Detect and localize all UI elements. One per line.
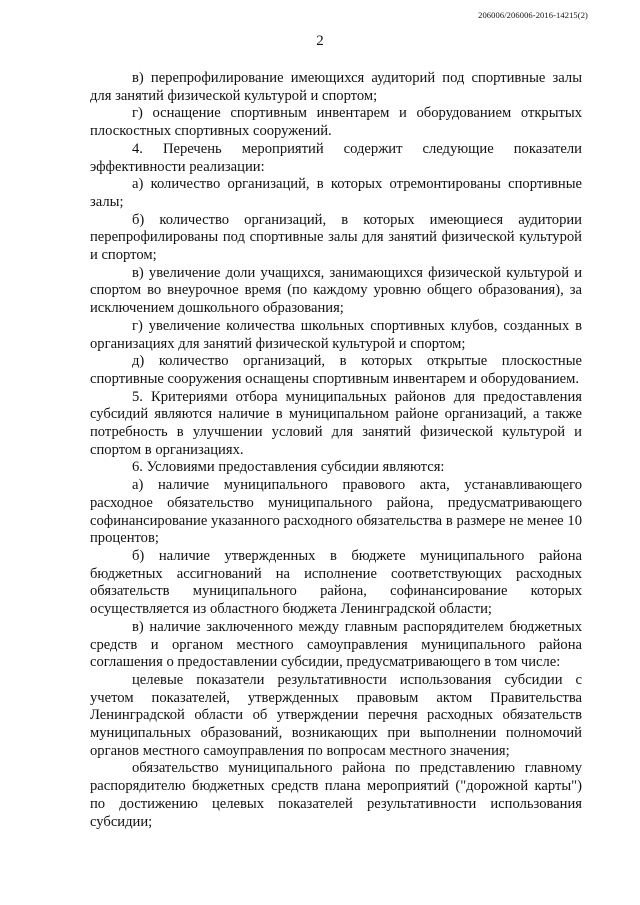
paragraph-4-indicators: 4. Перечень мероприятий содержит следующие показатели эффективности реализации:	[90, 140, 582, 175]
paragraph-4v: в) увеличение доли учащихся, занимающихся физической культурой и спортом во внеурочное время (по каждому уровню общего образования), за исключением дошкольного образования;	[90, 264, 582, 317]
paragraph-6a: а) наличие муниципального правового акта, устанавливающего расходное обязательство муниципального района, предусматривающего софинансирование указанного расходного обязательства в размере не менее 10 процентов;	[90, 477, 582, 547]
paragraph-target-indicators: целевые показатели результативности использования субсидии с учетом показателей, утвержденных правовым актом Правительства Ленинградской области об утверждении перечня расходных обязательств муниципальных образований, возникающих при выполнении полномочий органов местного самоуправления по вопросам местного значения;	[90, 671, 582, 759]
paragraph-obligation-roadmap: обязательство муниципального района по представлению главному распорядителю бюджетных средств плана мероприятий ("дорожной карты") по достижению целевых показателей результативности использования субсидии;	[90, 760, 582, 830]
paragraph-4b: б) количество организаций, в которых имеющиеся аудитории перепрофилированы под спортивные залы для занятий физической культурой и спортом;	[90, 211, 582, 264]
document-body	[90, 70, 582, 831]
page-number: 2	[316, 33, 324, 49]
paragraph-3g-equipping: г) оснащение спортивным инвентарем и оборудованием открытых плоскостных спортивных сооружений.	[90, 105, 582, 140]
paragraph-4g: г) увеличение количества школьных спортивных клубов, созданных в организациях для занятий физической культурой и спортом;	[90, 317, 582, 352]
paragraph-5-criteria: 5. Критериями отбора муниципальных районов для предоставления субсидий являются наличие в муниципальном районе организаций, а также потребность в улучшении условий для занятий физической культурой и спортом в организациях.	[90, 388, 582, 458]
paragraph-4a: а) количество организаций, в которых отремонтированы спортивные залы;	[90, 176, 582, 210]
paragraph-6b: б) наличие утвержденных в бюджете муниципального района бюджетных ассигнований на исполнение соответствующих расходных обязательств муниципального района, софинансирование которых осуществляется из областного бюджета Ленинградской области;	[90, 547, 582, 618]
paragraph-3v-repurposing: в) перепрофилирование имеющихся аудиторий под спортивные залы для занятий физической культурой и спортом;	[90, 70, 582, 104]
document-code: 206006/206006-2016-14215(2)	[478, 10, 588, 20]
paragraph-6-conditions: 6. Условиями предоставления субсидии являются:	[132, 459, 445, 476]
paragraph-4d: д) количество организаций, в которых открытые плоскостные спортивные сооружения оснащены спортивным инвентарем и оборудованием.	[90, 353, 582, 387]
paragraph-6v: в) наличие заключенного между главным распорядителем бюджетных средств и органом местного самоуправления муниципального района соглашения о предоставлении субсидии, предусматривающего в том числе:	[90, 618, 582, 671]
